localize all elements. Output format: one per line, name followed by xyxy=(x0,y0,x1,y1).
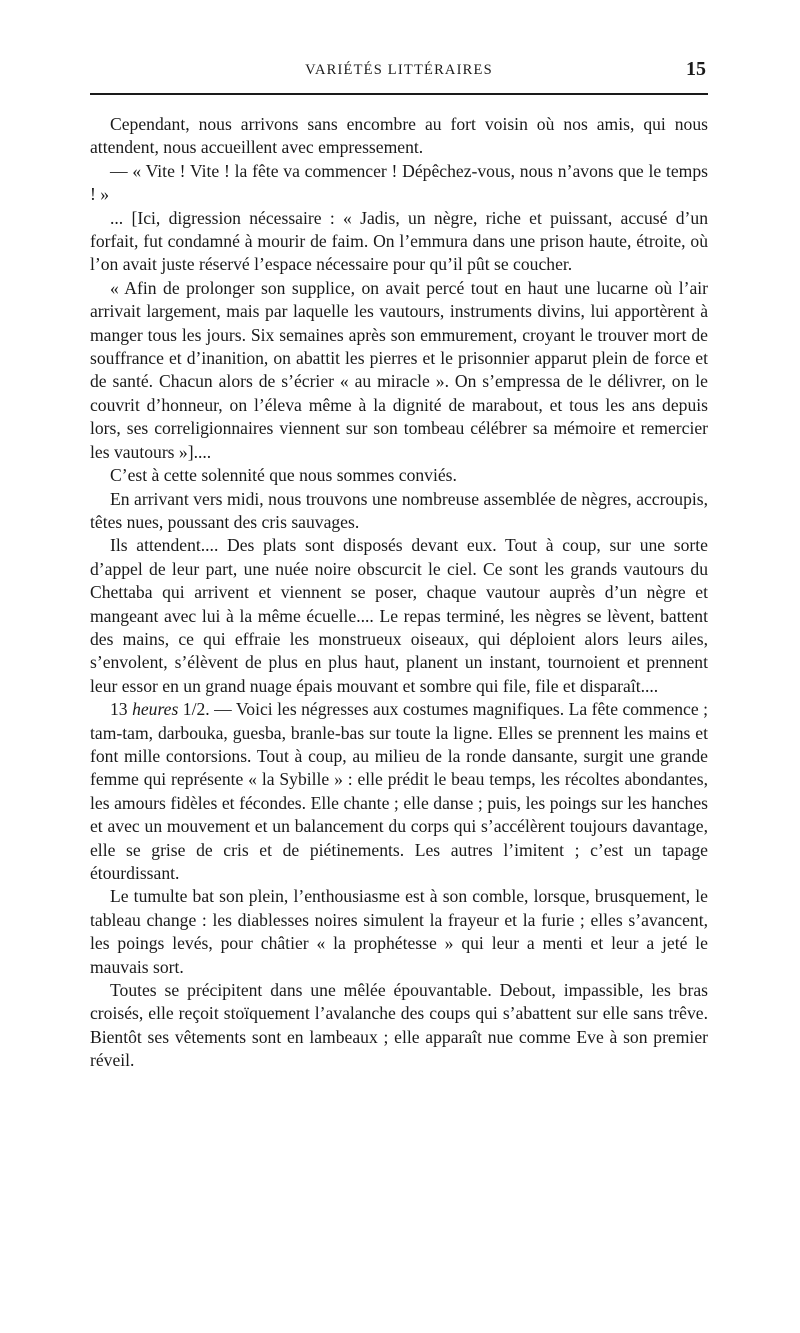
paragraph-6: En arrivant vers midi, nous trouvons une nombreuse assemblée de nègres, accroupis, têtes nues, poussant des cris sauvages. xyxy=(90,488,708,532)
paragraph-3: ... [Ici, digression nécessaire : « Jadis, un nègre, riche et puissant, accusé d’un forfait, fut condamné à mourir de faim. On l’emmura dans une prison haute, étroite, où l’on avait juste réservé l’espace nécessaire pour qu’il pût se coucher. xyxy=(90,207,708,275)
paragraph-8-lead-italic: heures xyxy=(132,699,179,720)
paragraph-8 xyxy=(90,698,708,885)
paragraph-8-text: 1/2. — Voici les négresses aux costumes magnifiques. La fête commence ; tam-tam, darbouka, guesba, branle-bas sur toute la ligne. Elles se prennent les mains et font mille contorsions. Tout à coup, au milieu de la ronde dansante, surgit une grande femme qui représente « la Sybille » : elle prédit le beau temps, les récoltes abondantes, les amours fidèles et fécondes. Elle chante ; elle danse ; puis, les poings sur les hanches et avec un mouvement et un balancement du corps qui s’accélèrent toujours davantage, elle se grise de cris et de piétinements. Les autres l’imitent ; c’est un tapage étourdissant. xyxy=(90,699,709,883)
paragraph-5: C’est à cette solennité que nous sommes conviés. xyxy=(110,465,457,486)
running-head xyxy=(90,58,708,86)
paragraph-1: Cependant, nous arrivons sans encombre au fort voisin où nos amis, qui nous attendent, nous accueillent avec empressement. xyxy=(90,114,708,158)
body-text xyxy=(90,113,708,1073)
paragraph-4: « Afin de prolonger son supplice, on avait percé tout en haut une lucarne où l’air arrivait largement, mais par laquelle les vautours, instruments divins, lui apportèrent à manger tous les jours. Six semaines après son emmurement, croyant le trouver mort de souffrance et d’inanition, on abattit les pierres et le prisonnier apparut plein de force et de santé. Chacun alors de s’écrier « au miracle ». On s’empressa de le délivrer, on le couvrit d’honneur, on l’éleva même à la dignité de marabout, et tous les ans depuis lors, ses correligionnaires viennent sur son tombeau célébrer sa mémoire et remercier les vautours »].... xyxy=(90,277,708,462)
running-title: VARIÉTÉS LITTÉRAIRES xyxy=(305,62,493,78)
paragraph-2: — « Vite ! Vite ! la fête va commencer ! Dépêchez-vous, nous n’avons que le temps ! » xyxy=(90,160,708,205)
paragraph-10: Toutes se précipitent dans une mêlée épouvantable. Debout, impassible, les bras croisés, elle reçoit stoïquement l’avalanche des coups qui s’abattent sur elle sans trêve. Bientôt ses vêtements sont en lambeaux ; elle apparaît nue comme Eve à son premier réveil. xyxy=(90,980,708,1071)
paragraph-9: Le tumulte bat son plein, l’enthousiasme est à son comble, lorsque, brusquement, le tableau change : les diablesses noires simulent la frayeur et la furie ; elles s’avancent, les poings levés, pour châtier « la prophétesse » qui leur a menti et leur a jeté le mauvais sort. xyxy=(90,886,708,977)
page-number: 15 xyxy=(686,58,706,80)
paragraph-7: Ils attendent.... Des plats sont disposés devant eux. Tout à coup, sur une sorte d’appel de leur part, une nuée noire obscurcit le ciel. Ce sont les grands vautours du Chettaba qui arrivent et viennent se poser, chaque vautour auprès d’un nègre et mangeant avec lui à la même écuelle.... Le repas terminé, les nègres se lèvent, battent des mains, ce qui effraie les monstrueux oiseaux, qui déploient alors leurs ailes, s’envolent, s’élèvent de plus en plus haut, planent un instant, tournoient et prennent leur essor en un grand nuage épais mouvant et sombre qui file, file et disparaît.... xyxy=(90,535,708,696)
header-rule xyxy=(90,93,708,95)
paragraph-8-lead: 13 xyxy=(110,699,133,720)
